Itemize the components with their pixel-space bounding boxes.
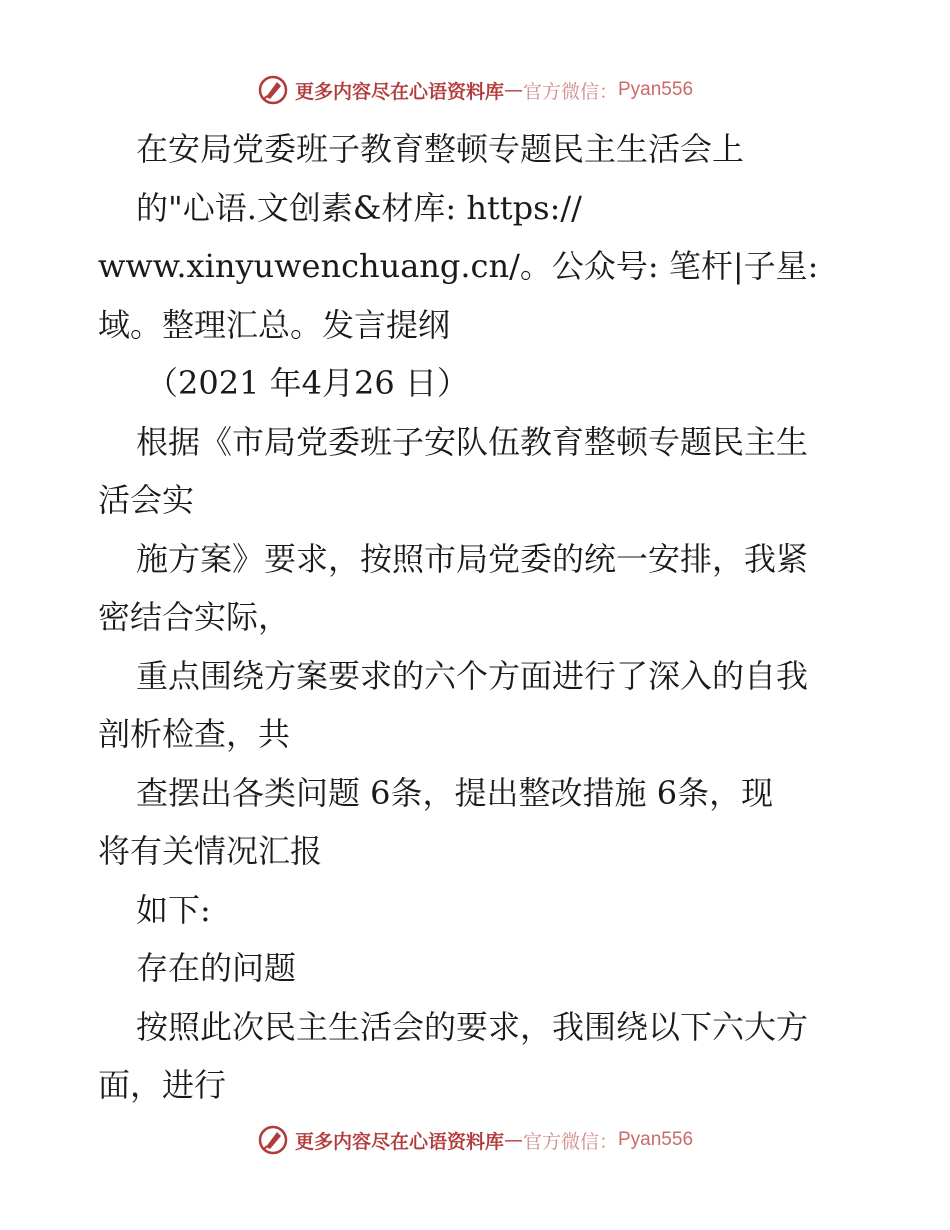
banner-wechat-label: 官方微信： — [522, 80, 618, 103]
banner-wechat-id: Pyan556 — [618, 1129, 694, 1150]
section-heading: 存在的问题 — [136, 949, 297, 987]
document-title-line-3: www.xinyuwenchuang.cn/。公众号: 笔杆|子星: — [98, 247, 819, 285]
paragraph-line: 密结合实际， — [98, 598, 291, 636]
banner-wechat-id: Pyan556 — [618, 79, 694, 100]
paragraph-line: 按照此次民主生活会的要求，我围绕以下六大方 — [136, 1007, 809, 1046]
banner-dash: — — [503, 1129, 523, 1151]
pen-nib-seal-icon — [257, 1124, 289, 1156]
paragraph-line: 根据《市局党委班子安队伍教育整顿专题民主生 — [136, 422, 809, 461]
banner-text — [295, 77, 693, 104]
paragraph-line: 施方案》要求，按照市局党委的统一安排，我紧 — [136, 539, 809, 578]
document-body — [98, 120, 858, 1115]
paragraph-line: 剖析检查，共 — [98, 715, 291, 753]
header-watermark-banner — [0, 70, 950, 110]
document-title-line-2: 的"心语.文创素&材库: https:// — [136, 188, 582, 227]
document-date: （2021 年4月26 日） — [146, 364, 469, 402]
paragraph-line: 查摆出各类问题 6条，提出整改措施 6条，现 — [136, 773, 774, 812]
footer-watermark-banner — [0, 1120, 950, 1160]
paragraph-line: 将有关情况汇报 — [98, 832, 323, 870]
banner-text — [295, 1127, 693, 1154]
banner-wechat-label: 官方微信： — [522, 1130, 618, 1153]
pen-nib-seal-icon — [257, 74, 289, 106]
paragraph-line: 活会实 — [98, 481, 195, 519]
banner-dash: — — [503, 79, 523, 101]
banner-main-text: 更多内容尽在心语资料库 — [294, 1130, 504, 1153]
paragraph-line: 如下: — [136, 890, 211, 929]
banner-main-text: 更多内容尽在心语资料库 — [294, 80, 504, 103]
document-title-line-1: 在安局党委班子教育整顿专题民主生活会上 — [136, 130, 745, 168]
paragraph-line: 面，进行 — [98, 1066, 227, 1104]
paragraph-line: 重点围绕方案要求的六个方面进行了深入的自我 — [136, 656, 809, 695]
document-title-line-4: 域。整理汇总。发言提纲 — [98, 305, 451, 344]
